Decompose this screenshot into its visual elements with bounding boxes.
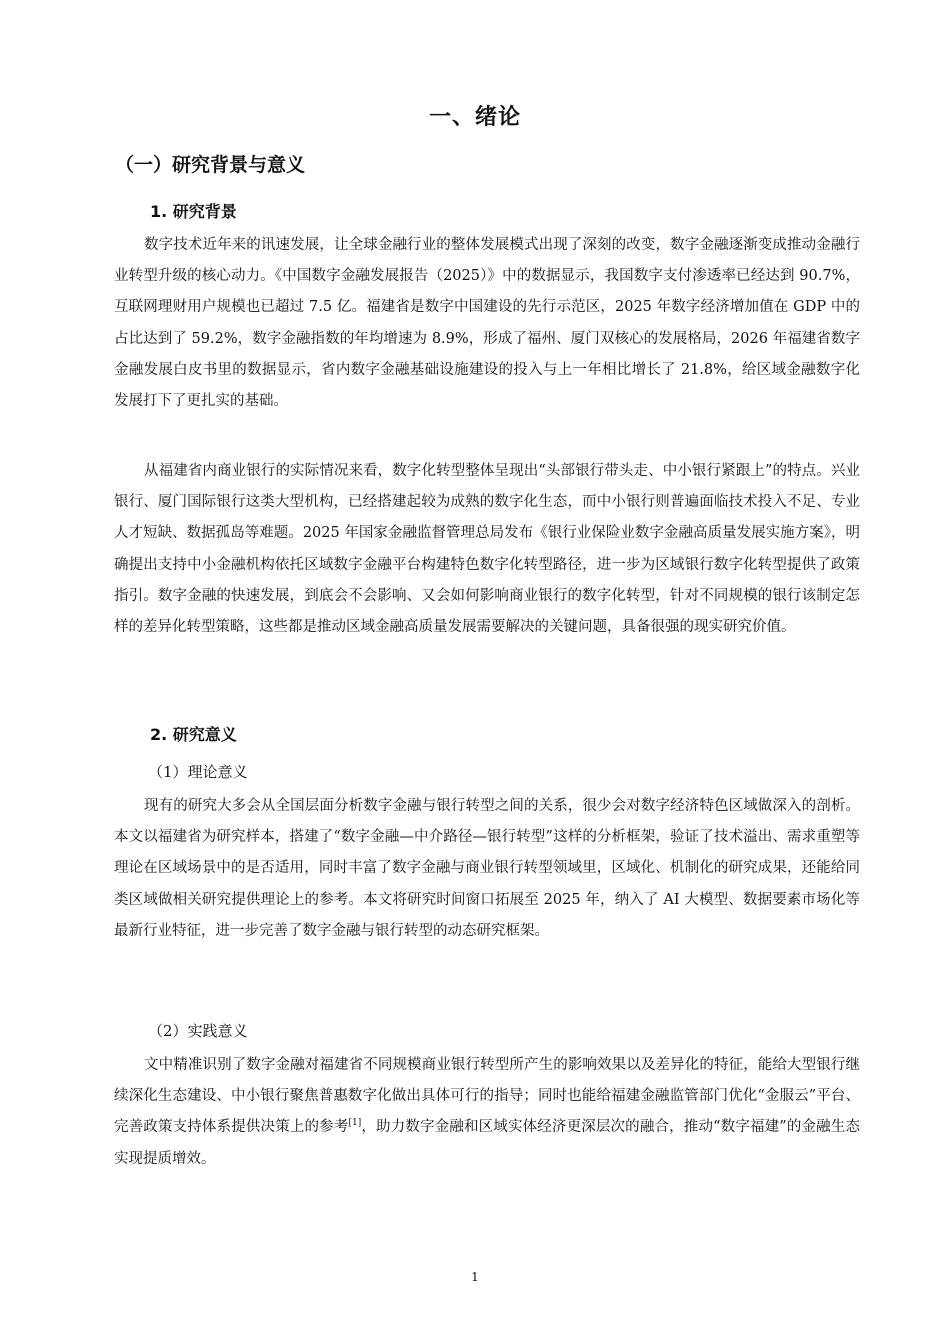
paragraph-practice-text-a: 文中精准识别了数字金融对福建省不同规模商业银行转型所产生的影响效果以及差异化的特征，能给大型银行继续深化生态建设、中小银行聚焦普惠数字化做出具体可行的指导；同时也能给福建金融监管部门优化“金服云”平台、完善政策支持体系提供决策上的参考 <box>114 1057 860 1136</box>
paragraph-background-1: 数字技术近年来的讯速发展，让全球金融行业的整体发展模式出现了深刻的改变，数字金融逐渐变成推动金融行业转型升级的核心动力。《中国数字金融发展报告（2025）》中的数据显示，我国数字支付渗透率已经达到 90.7%，互联网理财用户规模也已超过 7.5 亿。福建省是数字中国建设的先行示范区，2025 年数字经济增加值在 GDP 中的占比达到了 59.2%，数字金融指数的年均增速为 8.9%，形成了福州、厦门双核心的发展格局，2026 年福建省数字金融发展白皮书里的数据显示，省内数字金融基础设施建设的投入与上一年相比增长了 21.8%，给区域金融数字化发展打下了更扎实的基础。 <box>114 237 860 410</box>
paragraph-practice-text-b: ，助力数字金融和区域实体经济更深层次的融合，推动“数字福建”的金融生态实现提质增效。 <box>114 1119 860 1167</box>
paragraph-background-2: 从福建省内商业银行的实际情况来看，数字化转型整体呈现出“头部银行带头走、中小银行紧跟上”的特点。兴业银行、厦门国际银行这类大型机构，已经搭建起较为成熟的数字化生态，而中小银行则普遍面临技术投入不足、专业人才短缺、数据孤岛等难题。2025 年国家金融监督管理总局发布《银行业保险业数字金融高质量发展实施方案》，明确提出支持中小金融机构依托区域数字金融平台构建特色数字化转型路径，进一步为区域银行数字化转型提供了政策指引。数字金融的快速发展，到底会不会影响、又会如何影响商业银行的数字化转型，针对不同规模的银行该制定怎样的差异化转型策略，这些都是推动区域金融高质量发展需要解决的关键问题，具备很强的现实研究价值。 <box>114 463 860 636</box>
subsection-heading-background: 1. 研究背景 <box>150 202 237 221</box>
sub-item-heading-theory: （1）理论意义 <box>148 763 248 781</box>
paragraph-theory: 现有的研究大多会从全国层面分析数字金融与银行转型之间的关系，很少会对数字经济特色区域做深入的剖析。本文以福建省为研究样本，搭建了“数字金融—中介路径—银行转型”这样的分析框架，验证了技术溢出、需求重塑等理论在区域场景中的是否适用，同时丰富了数字金融与商业银行转型领域里，区域化、机制化的研究成果，还能给同类区域做相关研究提供理论上的参考。本文将研究时间窗口拓展至 2025 年，纳入了 AI 大模型、数据要素市场化等最新行业特征，进一步完善了数字金融与银行转型的动态研究框架。 <box>114 798 860 939</box>
page-number: 1 <box>471 1270 479 1284</box>
chapter-heading: 一、绪论 <box>428 105 521 130</box>
citation-reference[interactable]: [1] <box>348 1118 362 1129</box>
paragraph-practice <box>114 1050 860 1175</box>
sub-item-heading-practice: （2）实践意义 <box>148 1022 248 1040</box>
section-heading: （一）研究背景与意义 <box>115 154 306 176</box>
subsection-heading-significance: 2. 研究意义 <box>150 725 237 744</box>
